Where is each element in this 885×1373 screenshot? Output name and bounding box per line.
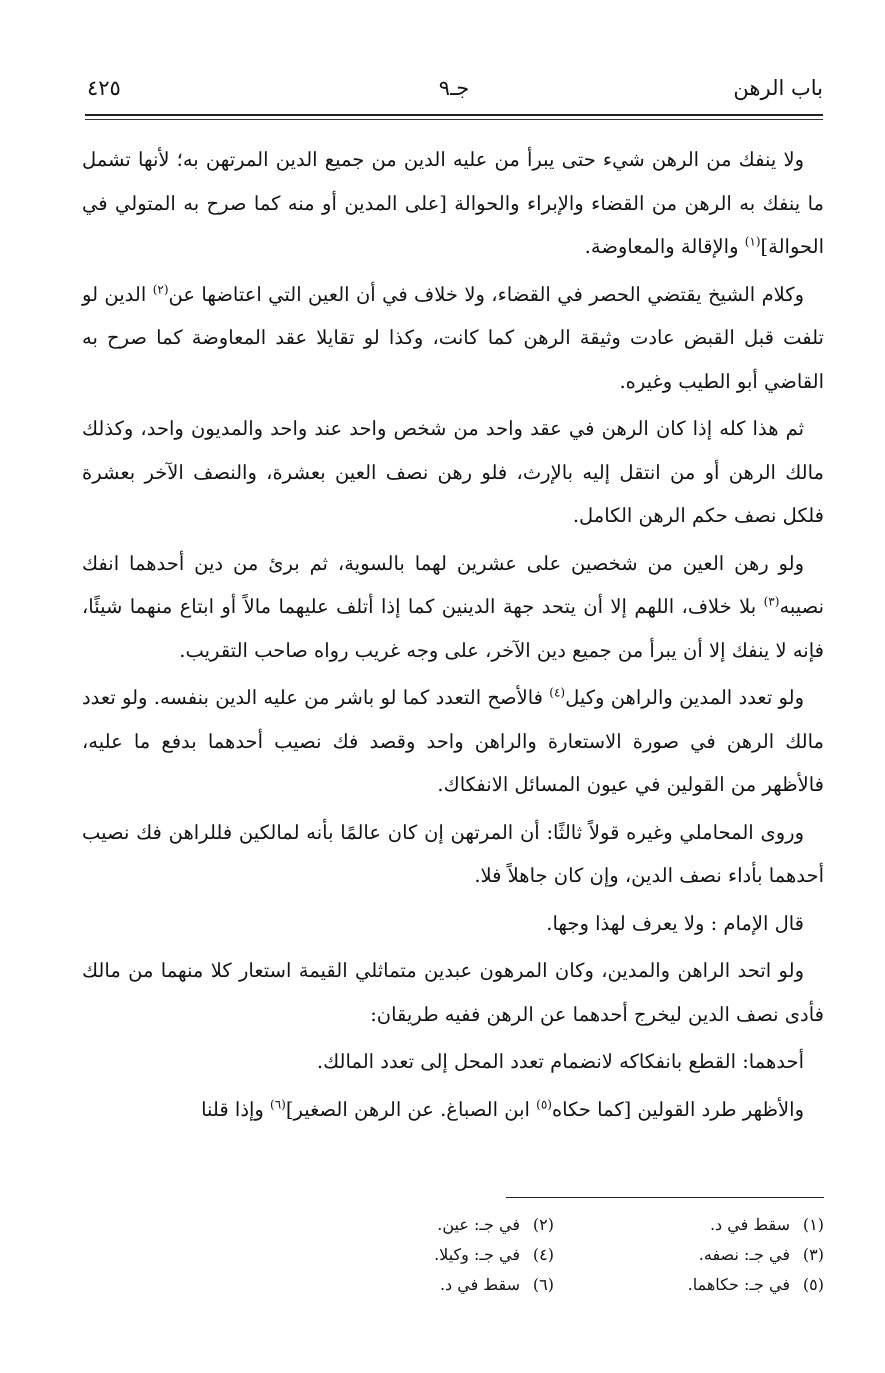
text-segment: وكلام الشيخ يقتضي الحصر في القضاء، ولا خلاف في أن العين التي اعتاضها عن	[168, 282, 805, 306]
footnote-text: في جـ: وكيلا.	[434, 1245, 520, 1264]
main-text	[82, 138, 824, 1135]
text-segment: وإذا قلنا	[201, 1097, 271, 1121]
text-segment: ولو اتحد الراهن والمدين، وكان المرهون عبدين متماثلي القيمة استعار كلا منهما من مالك فأدى نصف الدين ليخرج أحدهما عن الرهن ففيه طريقان:	[82, 959, 824, 1026]
footnote-marker: (٢)	[152, 282, 169, 296]
text-segment: ولو تعدد المدين والراهن وكيل	[565, 686, 804, 709]
footnote	[584, 1240, 824, 1270]
footnote-marker: (٤)	[549, 685, 566, 700]
paragraph	[82, 949, 824, 1036]
footnote	[314, 1270, 554, 1300]
paragraph	[82, 542, 824, 673]
text-segment: ثم هذا كله إذا كان الرهن في عقد واحد من شخص واحد عند واحد والمديون واحد، وكذلك مالك الرهن أو من انتقل إليه بالإرث، فلو رهن نصف العين بعشرة، والنصف الآخر بعشرة فلكل نصف حكم الرهن الكامل.	[82, 417, 824, 527]
paragraph	[82, 138, 824, 269]
footnote-number: (٤)	[532, 1245, 554, 1264]
text-segment: ولو رهن العين من شخصين على عشرين لهما بالسوية، ثم برئ من دين أحدهما انفك نصيبه	[82, 551, 824, 618]
footnote-marker: (١)	[744, 234, 761, 249]
chapter-title: باب الرهن	[733, 76, 823, 100]
footnote-text: سقط في د.	[709, 1215, 790, 1234]
footnote-marker: (٦)	[270, 1097, 286, 1111]
paragraph	[82, 902, 824, 946]
footnote-marker: (٣)	[763, 594, 780, 609]
footnote-text: سقط في د.	[439, 1275, 520, 1294]
paragraph	[82, 1088, 824, 1132]
footnote-number: (٦)	[532, 1275, 554, 1294]
footnote-number: (٥)	[802, 1275, 824, 1294]
footnote	[584, 1210, 824, 1240]
paragraph	[82, 407, 824, 538]
footnote-number: (٢)	[532, 1215, 554, 1234]
footnote	[314, 1210, 554, 1240]
footnote-number: (٣)	[802, 1245, 824, 1264]
footnote-number: (١)	[802, 1215, 824, 1234]
text-segment: ولا ينفك من الرهن شيء حتى يبرأ من عليه الدين من جميع الدين المرتهن به؛ لأنها تشمل ما ينفك به الرهن من القضاء والإبراء والحوالة [على المدين أو منه كما صرح به المتولي في الحوالة]	[82, 148, 824, 258]
volume-label: جـ٩	[438, 76, 470, 100]
footnote-text: في جـ: عين.	[437, 1215, 520, 1234]
footnote-marker: (٥)	[536, 1097, 552, 1111]
text-segment: ابن الصباغ. عن الرهن الصغير]	[285, 1097, 537, 1121]
page-number: ٤٢٥	[87, 76, 121, 100]
footnotes-right-column	[584, 1210, 824, 1300]
text-segment: بلا خلاف، اللهم إلا أن يتحد جهة الدينين كما إذا أتلف عليهما مالاً أو ابتاع منهما شيئًا، فإنه لا ينفك إلا أن يبرأ من جميع دين الآخر، على وجه غريب رواه صاحب التقريب.	[82, 595, 824, 662]
running-header	[85, 74, 823, 106]
text-segment: والإقالة والمعاوضة.	[584, 235, 745, 258]
footnote-separator	[506, 1197, 824, 1198]
footnote-text: في جـ: حكاهما.	[687, 1275, 790, 1294]
footnote	[584, 1270, 824, 1300]
paragraph	[82, 811, 824, 898]
header-rule-thin	[85, 119, 823, 120]
text-segment: والأظهر طرد القولين [كما حكاه	[551, 1097, 804, 1121]
footnote	[314, 1240, 554, 1270]
text-segment: أحدهما: القطع بانفكاكه لانضمام تعدد المحل إلى تعدد المالك.	[316, 1050, 804, 1073]
footnotes-left-column	[314, 1210, 554, 1300]
paragraph	[82, 676, 824, 807]
text-segment: وروى المحاملي وغيره قولاً ثالثًا: أن المرتهن إن كان عالمًا بأنه لمالكين فللراهن فك نصيب أحدهما بأداء نصف الدين، وإن كان جاهلاً فلا.	[82, 820, 824, 887]
text-segment: الدين لو تلفت قبل القبض عادت وثيقة الرهن كما كانت، وكذا لو تقايلا عقد المعاوضة كما صرح به القاضي أبو الطيب وغيره.	[82, 282, 824, 393]
footnotes	[300, 1210, 824, 1310]
header-rule-thick	[85, 114, 823, 116]
text-segment: قال الإمام : ولا يعرف لهذا وجها.	[546, 911, 804, 935]
text-segment: فالأصح التعدد كما لو باشر من عليه الدين بنفسه. ولو تعدد مالك الرهن في صورة الاستعارة والراهن واحد وقصد فك نصيب أحدهما بدفع ما عليه، فالأظهر من القولين في عيون المسائل الانفكاك.	[82, 686, 824, 796]
paragraph	[82, 273, 824, 404]
paragraph	[82, 1040, 824, 1084]
footnote-text: في جـ: نصفه.	[698, 1245, 790, 1264]
